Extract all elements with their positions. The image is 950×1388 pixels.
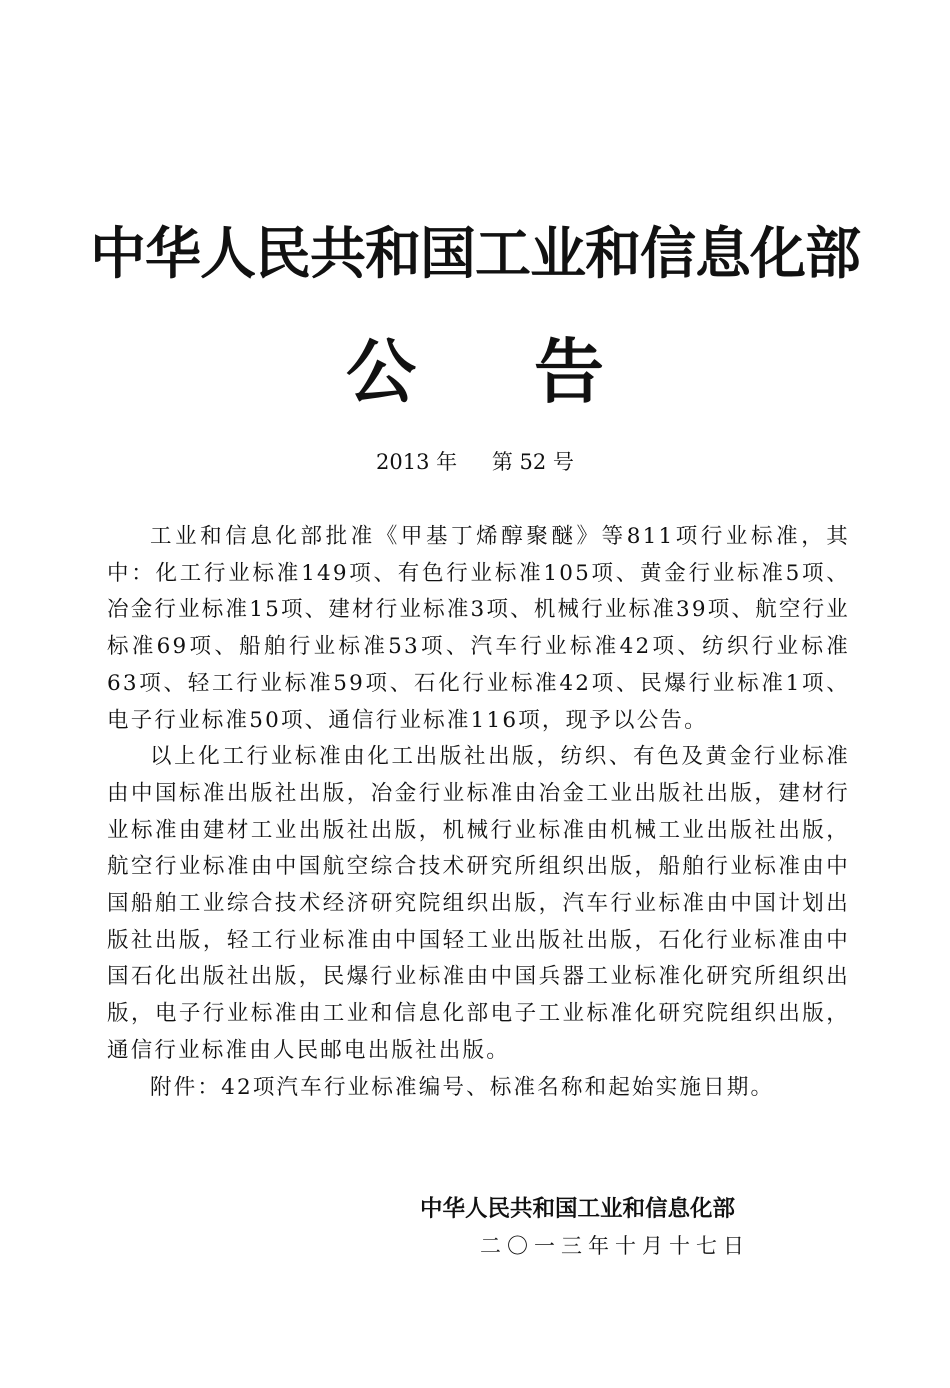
paragraph-publishers: 以上化工行业标准由化工出版社出版，纺织、有色及黄金行业标准由中国标准出版社出版，冶金行业标准由冶金工业出版社出版，建材行业标准由建材工业出版社出版，机械行业标准由机械工业出版社出版，航空行业标准由中国航空综合技术研究所组织出版，船舶行业标准由中国船舶工业综合技术经济研究院组织出版，汽车行业标准由中国计划出版社出版，轻工行业标准由中国轻工业出版社出版，石化行业标准由中国石化出版社出版，民爆行业标准由中国兵器工业标准化研究所组织出版，电子行业标准由工业和信息化部电子工业标准化研究院组织出版，通信行业标准由人民邮电出版社出版。: [107, 744, 850, 1063]
signature-block: [420, 1190, 820, 1264]
paragraph-attachment: 附件：42项汽车行业标准编号、标准名称和起始实施日期。: [150, 1074, 775, 1100]
announcement-body: [107, 519, 850, 1106]
issuing-organization-title: 中华人民共和国工业和信息化部: [90, 222, 860, 287]
document-type-heading: 公告: [346, 331, 722, 413]
document-number: [0, 446, 950, 478]
signature-organization: 中华人民共和国工业和信息化部: [420, 1196, 736, 1222]
paragraph-approval: 工业和信息化部批准《甲基丁烯醇聚醚》等811项行业标准，其中：化工行业标准149项、有色行业标准105项、黄金行业标准5项、冶金行业标准15项、建材行业标准3项、机械行业标准39项、航空行业标准69项、船舶行业标准53项、汽车行业标准42项、纺织行业标准63项、轻工行业标准59项、石化行业标准42项、民爆行业标准1项、电子行业标准50项、通信行业标准116项，现予以公告。: [107, 524, 850, 733]
document-serial-number: 第 52 号: [491, 450, 574, 474]
signature-date: 二〇一三年十月十七日: [480, 1234, 750, 1258]
document-year: 2013 年: [376, 450, 458, 474]
